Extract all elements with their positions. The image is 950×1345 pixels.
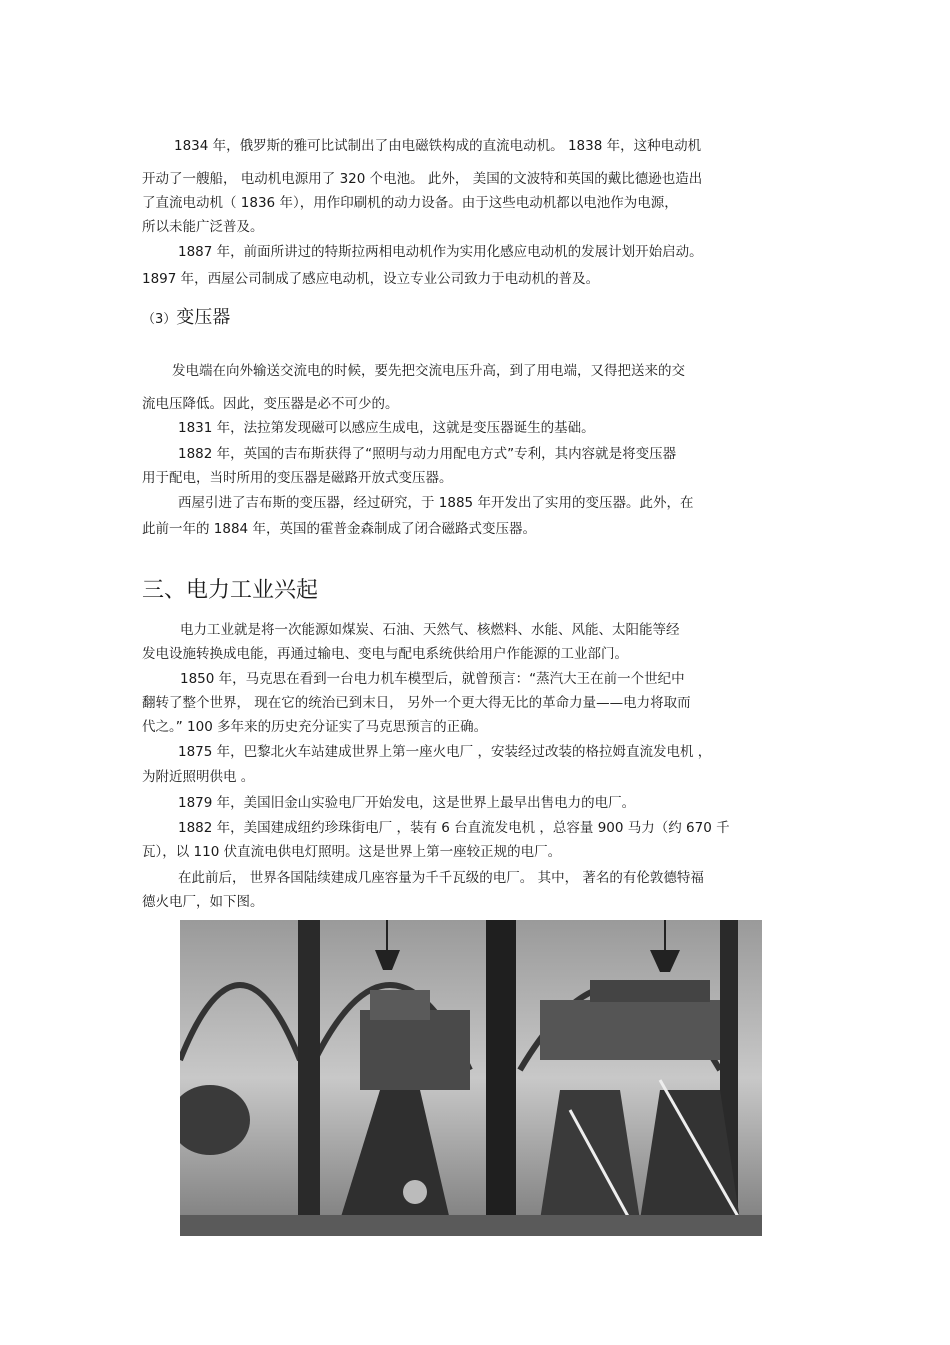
industry-line-11: 在此前后， 世界各国陆续建成几座容量为千千瓦级的电厂。 其中， 著名的有伦敦德特福 bbox=[178, 870, 704, 886]
motor-line-4: 所以未能广泛普及。 bbox=[142, 219, 264, 235]
transformer-line-7: 此前一年的 1884 年，英国的霍普金森制成了闭合磁路式变压器。 bbox=[142, 521, 536, 537]
transformer-line-2: 流电压降低。因此，变压器是必不可少的。 bbox=[142, 396, 399, 412]
power-plant-illustration bbox=[180, 920, 762, 1236]
transformer-line-5: 用于配电，当时所用的变压器是磁路开放式变压器。 bbox=[142, 470, 453, 486]
motor-line-6: 1897 年，西屋公司制成了感应电动机，设立专业公司致力于电动机的普及。 bbox=[142, 271, 600, 287]
industry-line-4: 翻转了整个世界， 现在它的统治已到末日， 另外一个更大得无比的革命力量——电力将取而 bbox=[142, 695, 691, 711]
transformer-subheading-title: 变压器 bbox=[176, 307, 231, 328]
transformer-subheading bbox=[142, 307, 230, 331]
industry-line-6: 1875 年，巴黎北火车站建成世界上第一座火电厂 ，安装经过改装的格拉姆直流发电机 ， bbox=[178, 744, 712, 760]
transformer-line-4: 1882 年，英国的吉布斯获得了“照明与动力用配电方式”专利，其内容就是将变压器 bbox=[178, 446, 677, 462]
motor-line-3: 了直流电动机（ 1836 年），用作印刷机的动力设备。由于这些电动机都以电池作为电源， bbox=[142, 195, 678, 211]
industry-line-10: 瓦），以 110 伏直流电供电灯照明。这是世界上第一座较正规的电厂。 bbox=[142, 844, 562, 860]
industry-line-5: 代之。” 100 多年来的历史充分证实了马克思预言的正确。 bbox=[142, 719, 488, 735]
transformer-line-3: 1831 年，法拉第发现磁可以感应生成电，这就是变压器诞生的基础。 bbox=[178, 420, 595, 436]
power-plant-photo bbox=[180, 920, 762, 1236]
industry-line-2: 发电设施转换成电能，再通过输电、变电与配电系统供给用户作能源的工业部门。 bbox=[142, 646, 628, 662]
industry-line-3: 1850 年，马克思在看到一台电力机车模型后，就曾预言：“蒸汽大王在前一个世纪中 bbox=[180, 671, 685, 687]
industry-heading: 三、电力工业兴起 bbox=[142, 578, 319, 603]
industry-line-12: 德火电厂，如下图。 bbox=[142, 894, 264, 910]
motor-line-5: 1887 年，前面所讲过的特斯拉两相电动机作为实用化感应电动机的发展计划开始启动。 bbox=[178, 244, 703, 260]
motor-line-1: 1834 年，俄罗斯的雅可比试制出了由电磁铁构成的直流电动机。 1838 年，这种电动机 bbox=[174, 138, 702, 154]
transformer-line-6: 西屋引进了吉布斯的变压器，经过研究，于 1885 年开发出了实用的变压器。此外，在 bbox=[178, 495, 694, 511]
motor-line-2: 开动了一艘船， 电动机电源用了 320 个电池。 此外， 美国的文波特和英国的戴比德逊也造出 bbox=[142, 171, 703, 187]
industry-line-7: 为附近照明供电 。 bbox=[142, 769, 255, 785]
industry-line-9: 1882 年，美国建成纽约珍珠街电厂 ，装有 6 台直流发电机 ，总容量 900 马力（约 670 千 bbox=[178, 820, 730, 836]
industry-line-8: 1879 年，美国旧金山实验电厂开始发电，这是世界上最早出售电力的电厂。 bbox=[178, 795, 636, 811]
transformer-line-1: 发电端在向外输送交流电的时候，要先把交流电压升高，到了用电端，又得把送来的交 bbox=[172, 363, 685, 379]
industry-line-1: 电力工业就是将一次能源如煤炭、石油、天然气、核燃料、水能、风能、太阳能等经 bbox=[180, 622, 680, 638]
transformer-subheading-number: （3） bbox=[142, 312, 177, 327]
